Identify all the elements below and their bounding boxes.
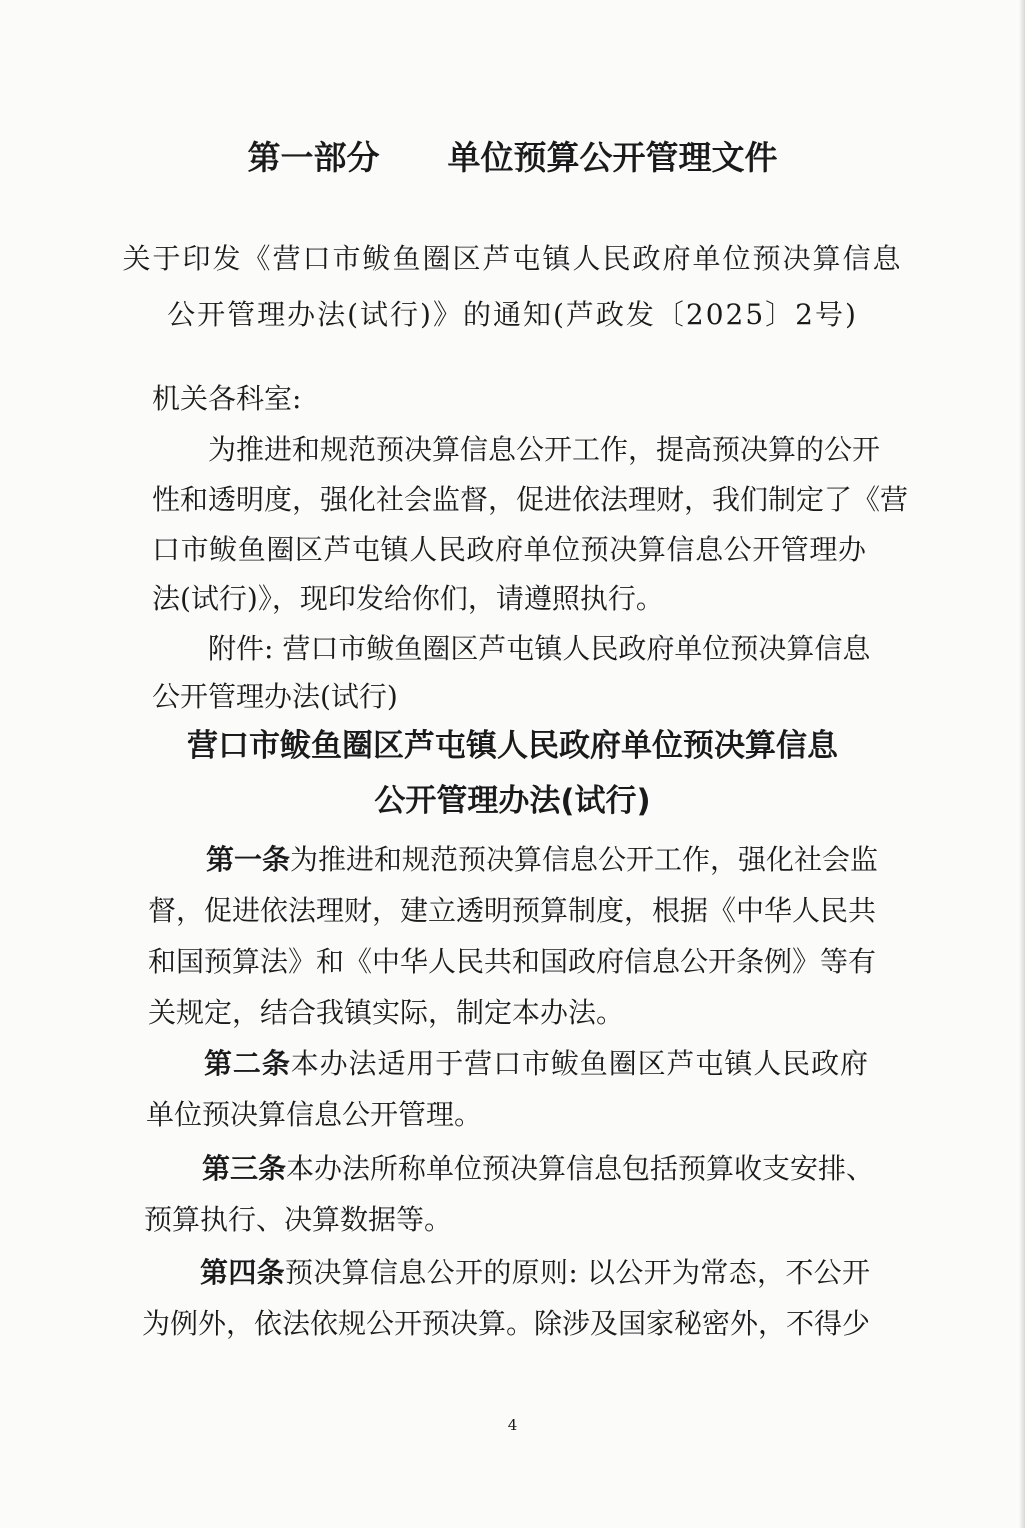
part-title-number: 第一部分: [247, 138, 380, 177]
notice-attachment-line-1: 附件: 营口市鲅鱼圈区芦屯镇人民政府单位预决算信息: [208, 632, 871, 665]
article-1-label: 第一条: [206, 843, 291, 876]
article-2-line-2: 单位预决算信息公开管理。: [146, 1098, 483, 1131]
article-1-first-text: 为推进和规范预决算信息公开工作，强化社会监: [290, 843, 879, 876]
page-number: 4: [507, 1416, 518, 1434]
law-title-line-1: 营口市鲅鱼圈区芦屯镇人民政府单位预决算信息: [187, 728, 838, 764]
article-3-first-text: 本办法所称单位预决算信息包括预算收支安排、: [286, 1152, 875, 1185]
article-2-first-text: 本办法适用于营口市鲅鱼圈区芦屯镇人民政府: [290, 1047, 868, 1080]
notice-para-line-1: 为推进和规范预决算信息公开工作，提高预决算的公开: [208, 433, 881, 466]
article-2-first-line: [204, 1047, 868, 1081]
article-1-line-4: 关规定，结合我镇实际，制定本办法。: [148, 996, 625, 1029]
article-4-line-2: 为例外，依法依规公开预决算。除涉及国家秘密外，不得少: [142, 1307, 871, 1340]
article-3-line-2: 预算执行、决算数据等。: [144, 1203, 453, 1236]
article-4-first-text: 预决算信息公开的原则: 以公开为常态，不公开: [285, 1256, 870, 1289]
article-1-first-line: [206, 843, 879, 877]
article-3-first-line: [202, 1152, 875, 1186]
notice-para-line-2: 性和透明度，强化社会监督，促进依法理财，我们制定了《营: [152, 483, 909, 516]
notice-para-line-3: 口市鲅鱼圈区芦屯镇人民政府单位预决算信息公开管理办: [152, 533, 866, 566]
article-1-line-3: 和国预算法》和《中华人民共和国政府信息公开条例》等有: [148, 945, 877, 978]
article-1-line-2: 督，促进依法理财，建立透明预算制度，根据《中华人民共: [148, 894, 877, 927]
article-4-first-line: [200, 1256, 870, 1290]
article-2-label: 第二条: [204, 1047, 291, 1080]
article-3-label: 第三条: [202, 1152, 287, 1185]
law-title-line-2: 公开管理办法(试行): [374, 783, 651, 819]
notice-title-line-2: 公开管理办法(试行)》的通知(芦政发〔2025〕2号): [167, 298, 858, 331]
part-title: [0, 138, 1025, 178]
notice-salutation: 机关各科室:: [152, 382, 302, 415]
notice-title-line-1: 关于印发《营口市鲅鱼圈区芦屯镇人民政府单位预决算信息: [122, 242, 903, 275]
article-4-label: 第四条: [200, 1256, 285, 1289]
notice-para-line-4: 法(试行)》，现印发给你们，请遵照执行。: [152, 582, 664, 615]
notice-attachment-line-2: 公开管理办法(试行): [152, 680, 398, 713]
part-title-text: 单位预算公开管理文件: [447, 138, 778, 177]
